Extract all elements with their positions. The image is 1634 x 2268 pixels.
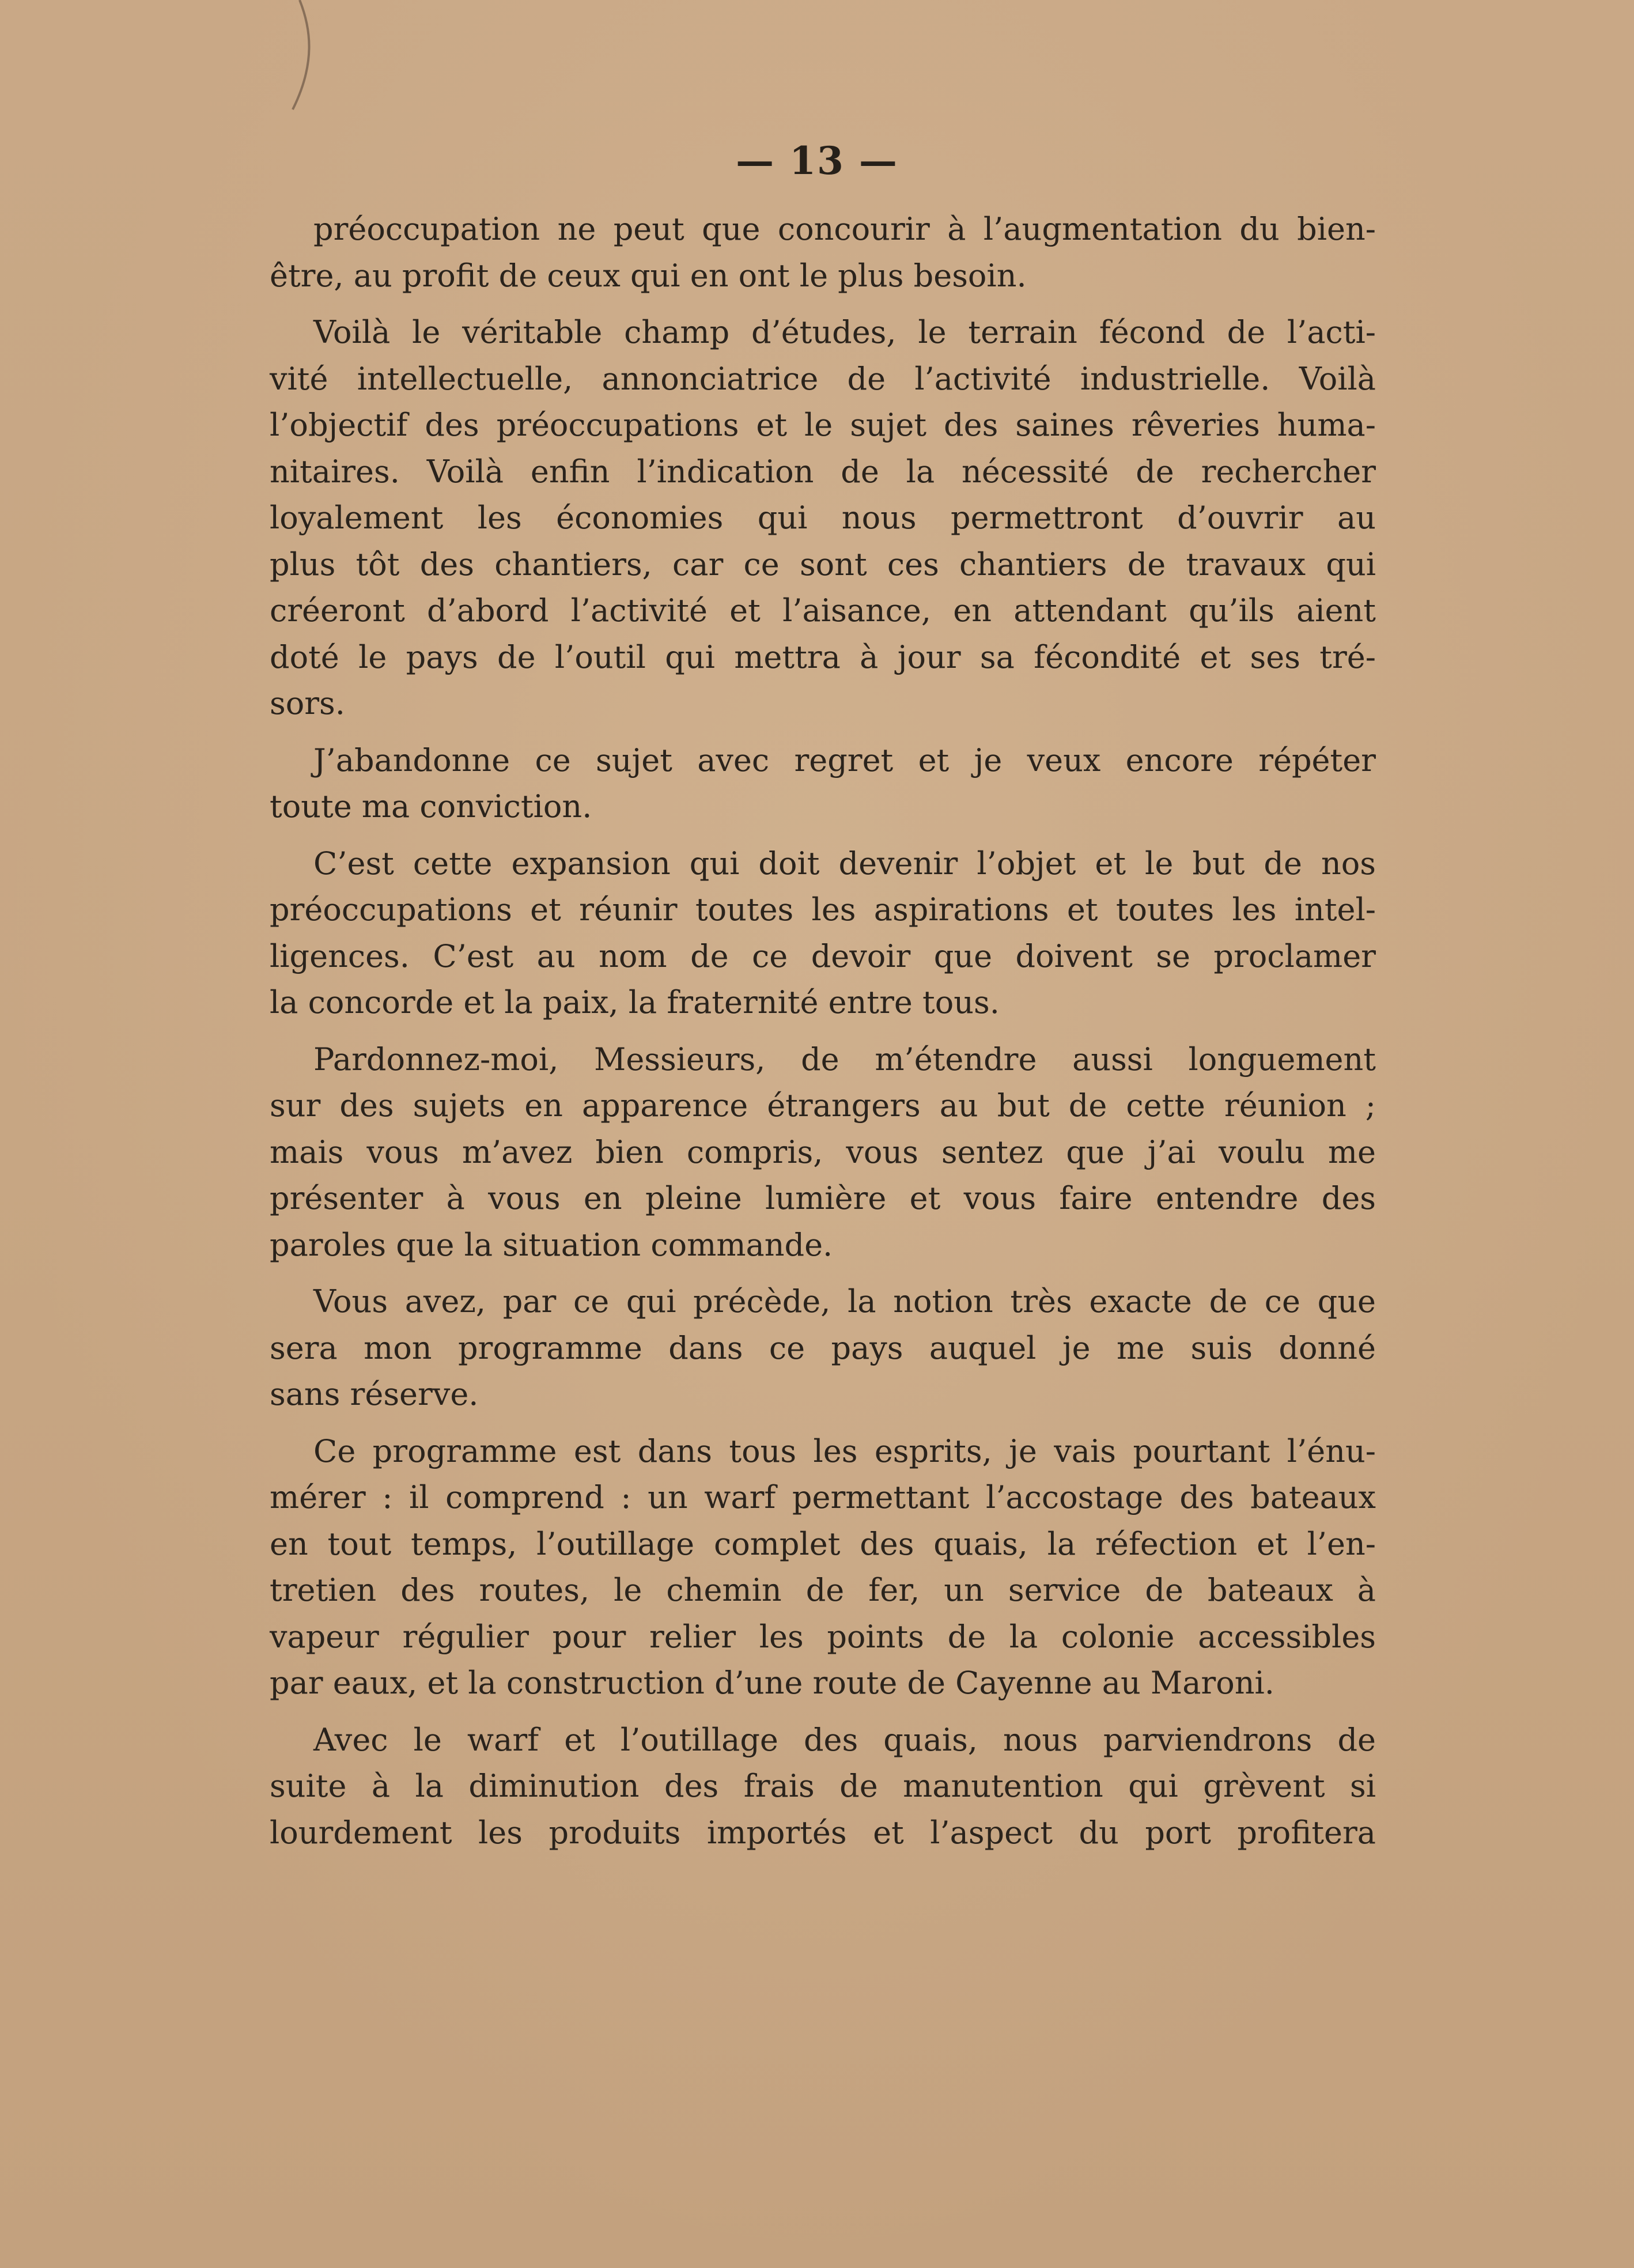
text-line: ligences. C’est au nom de ce devoir que doivent se proclamer xyxy=(270,938,1376,974)
text-line: préoccupation ne peut que concourir à l’augmentation du bien- xyxy=(313,211,1376,247)
text-line: Pardonnez-moi, Messieurs, de m’étendre aussi longuement xyxy=(313,1041,1376,1078)
body-text xyxy=(270,206,1376,1856)
text-line: sans réserve. xyxy=(270,1376,479,1412)
binding-mark xyxy=(288,0,323,115)
text-line: vapeur régulier pour relier les points de la colonie accessibles xyxy=(270,1618,1376,1655)
text-line: par eaux, et la construction d’une route de Cayenne au Maroni. xyxy=(270,1665,1274,1701)
paragraph xyxy=(270,841,1376,1026)
paragraph xyxy=(270,1037,1376,1269)
text-line: nitaires. Voilà enfin l’indication de la nécessité de rechercher xyxy=(270,453,1376,490)
text-line: loyalement les économies qui nous permettront d’ouvrir au xyxy=(270,500,1376,536)
text-line: la concorde et la paix, la fraternité entre tous. xyxy=(270,984,1000,1020)
text-line: l’objectif des préoccupations et le sujet des saines rêveries huma- xyxy=(270,407,1376,443)
text-line: en tout temps, l’outillage complet des quais, la réfection et l’en- xyxy=(270,1525,1376,1562)
paragraph xyxy=(270,309,1376,727)
paragraph xyxy=(270,1428,1376,1707)
paragraph-gap xyxy=(270,1418,1376,1428)
text-line: lourdement les produits importés et l’aspect du port profitera xyxy=(270,1814,1376,1851)
text-line: mérer : il comprend : un warf permettant l’accostage des bateaux xyxy=(270,1479,1376,1515)
paragraph-gap xyxy=(270,830,1376,841)
text-line: être, au profit de ceux qui en ont le plus besoin. xyxy=(270,257,1027,294)
text-line: doté le pays de l’outil qui mettra à jour sa fécondité et ses tré- xyxy=(270,638,1376,675)
text-line: Avec le warf et l’outillage des quais, nous parviendrons de xyxy=(313,1721,1376,1758)
text-line: présenter à vous en pleine lumière et vous faire entendre des xyxy=(270,1180,1376,1216)
text-line: plus tôt des chantiers, car ce sont ces chantiers de travaux qui xyxy=(270,546,1376,583)
paragraph-gap xyxy=(270,1268,1376,1279)
paragraph-gap xyxy=(270,299,1376,309)
text-line: mais vous m’avez bien compris, vous sentez que j’ai voulu me xyxy=(270,1133,1376,1170)
paragraph-gap xyxy=(270,727,1376,738)
text-line: sors. xyxy=(270,685,345,721)
text-line: toute ma conviction. xyxy=(270,788,592,825)
paragraph xyxy=(270,1717,1376,1857)
paragraph xyxy=(270,206,1376,299)
text-line: suite à la diminution des frais de manutention qui grèvent si xyxy=(270,1768,1376,1804)
text-line: C’est cette expansion qui doit devenir l’objet et le but de nos xyxy=(313,845,1376,882)
text-line: Ce programme est dans tous les esprits, je vais pourtant l’énu- xyxy=(313,1432,1376,1469)
text-line: Vous avez, par ce qui précède, la notion très exacte de ce que xyxy=(313,1283,1376,1320)
paragraph-gap xyxy=(270,1026,1376,1037)
text-line: sur des sujets en apparence étrangers au but de cette réunion ; xyxy=(270,1087,1376,1124)
paragraph xyxy=(270,1279,1376,1418)
text-line: J’abandonne ce sujet avec regret et je veux encore répéter xyxy=(313,742,1376,778)
text-line: paroles que la situation commande. xyxy=(270,1226,833,1263)
text-line: créeront d’abord l’activité et l’aisance, en attendant qu’ils aient xyxy=(270,592,1376,629)
paragraph xyxy=(270,738,1376,830)
text-line: sera mon programme dans ce pays auquel je me suis donné xyxy=(270,1329,1376,1366)
text-line: vité intellectuelle, annonciatrice de l’activité industrielle. Voilà xyxy=(270,360,1376,397)
text-line: préoccupations et réunir toutes les aspirations et toutes les intel- xyxy=(270,891,1376,928)
page-number: — 13 — xyxy=(736,138,898,183)
text-line: tretien des routes, le chemin de fer, un service de bateaux à xyxy=(270,1572,1376,1608)
text-line: Voilà le véritable champ d’études, le terrain fécond de l’acti- xyxy=(313,314,1376,350)
paragraph-gap xyxy=(270,1707,1376,1717)
